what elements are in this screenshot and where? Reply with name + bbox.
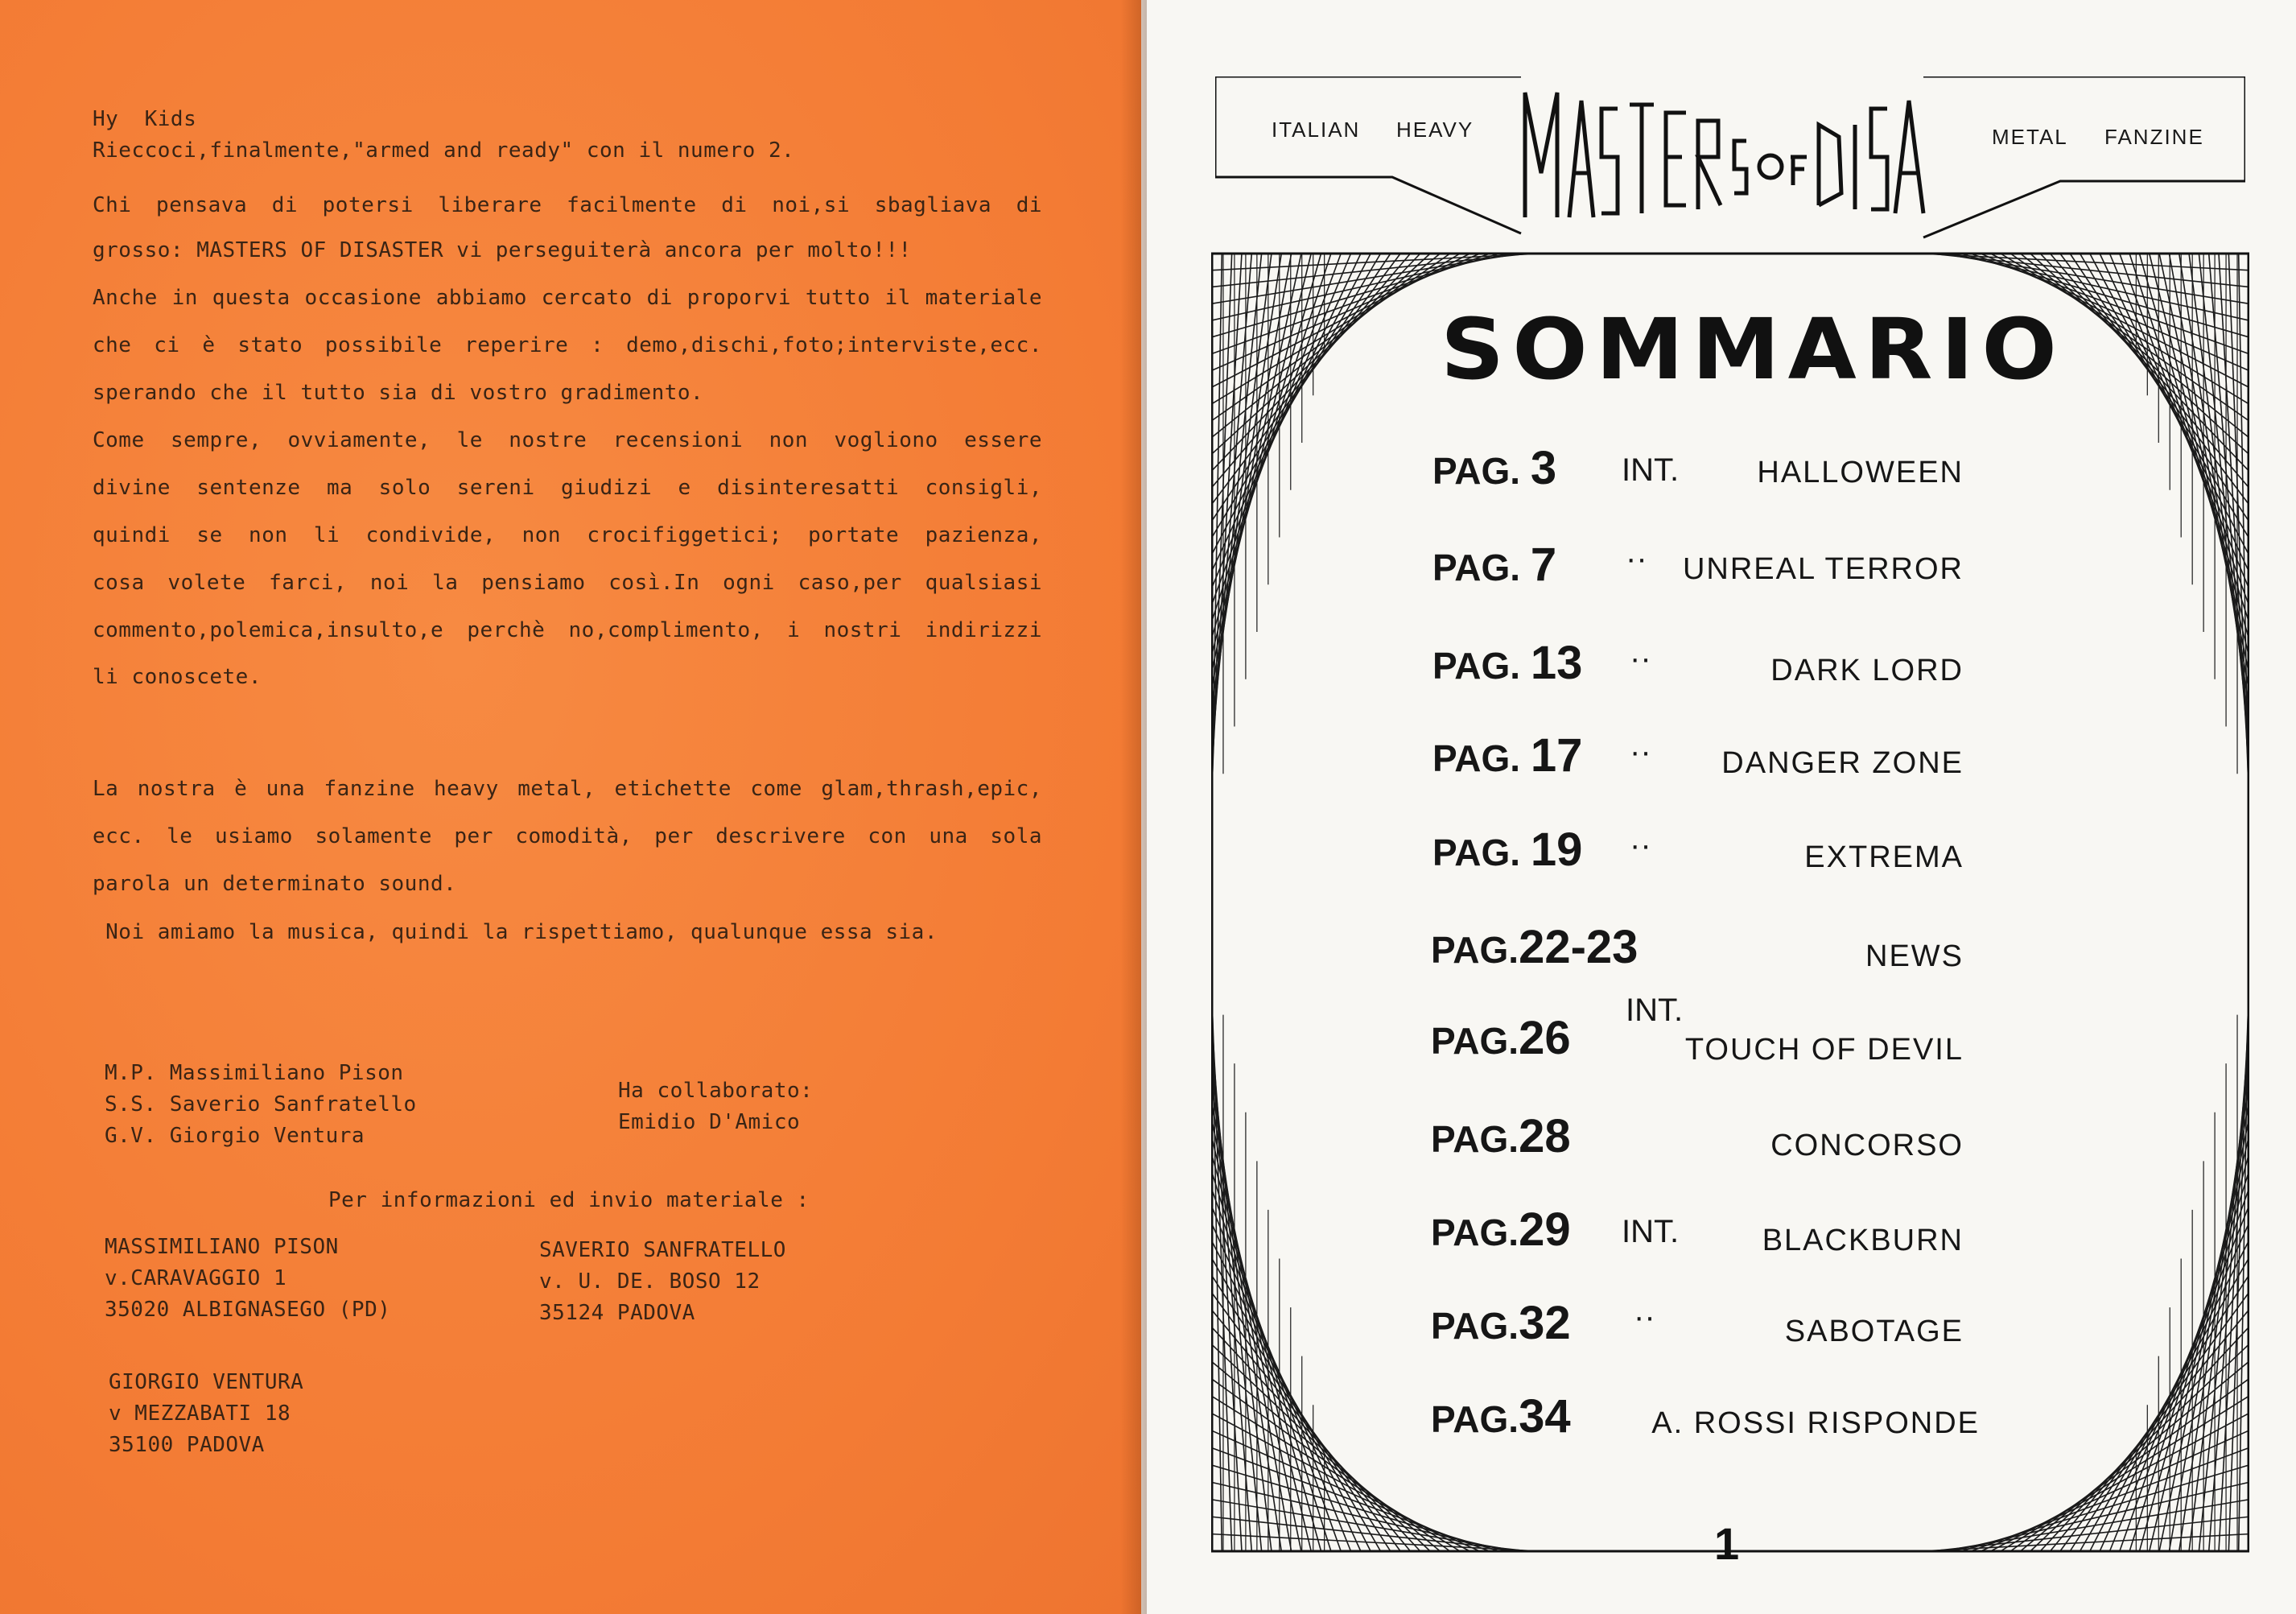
editorial-line: divine sentenze ma solo sereni giudizi e disinteresatti consigli, (93, 476, 1042, 500)
string-art-frame (1211, 241, 2249, 1562)
collaborator-name: Emidio D'Amico (618, 1110, 801, 1134)
toc-title: CONCORSO (1770, 1129, 1964, 1162)
editorial-line: li conoscete. (93, 665, 262, 689)
toc-title: UNREAL TERROR (1682, 552, 1964, 586)
editorial-line: quindi se non li condivide, non crocifiggetici; portate pazienza, (93, 523, 1042, 547)
toc-page-ref: PAG. 13 (1432, 637, 1583, 689)
editorial-line: ecc. le usiamo solamente per comodità, per descrivere con una sola (93, 824, 1042, 848)
banner-text-fanzine: FANZINE (2104, 125, 2204, 149)
info-heading: Per informazioni ed invio materiale : (328, 1188, 810, 1212)
toc-page-ref: PAG. 19 (1432, 824, 1583, 876)
toc-page-ref: PAG.26 (1431, 1012, 1571, 1064)
editorial-line: che ci è stato possibile reperire : demo,dischi,foto;interviste,ecc. (93, 333, 1042, 357)
address-line: MASSIMILIANO PISON (105, 1235, 339, 1259)
editorial-line: La nostra è una fanzine heavy metal, etichette come glam,thrash,epic, (93, 777, 1042, 801)
banner-text-metal: METAL (1992, 125, 2068, 149)
toc-title: A. ROSSI RISPONDE (1651, 1406, 1980, 1440)
toc-title: EXTREMA (1804, 840, 1964, 874)
editorial-line: cosa volete farci, noi la pensiamo così.In ogni caso,per qualsiasi (93, 571, 1042, 595)
greeting-line: Hy Kids (93, 107, 197, 131)
staff-member: S.S. Saverio Sanfratello (105, 1092, 417, 1117)
left-page-editorial (0, 0, 1141, 1614)
header-banner (1215, 76, 2245, 246)
toc-title: BLACKBURN (1762, 1224, 1964, 1257)
editorial-line: parola un determinato sound. (93, 872, 457, 896)
toc-page-ref: PAG.29 (1431, 1203, 1571, 1256)
editorial-line: Chi pensava di potersi liberare facilmente di noi,si sbagliava di (93, 193, 1042, 217)
editorial-line: Come sempre, ovviamente, le nostre recensioni non vogliono essere (93, 428, 1042, 452)
intro-line: Rieccoci,finalmente,"armed and ready" con il numero 2. (93, 138, 795, 163)
address-line: 35124 PADOVA (539, 1301, 695, 1325)
address-line: 35100 PADOVA (109, 1433, 265, 1457)
toc-title: NEWS (1865, 939, 1964, 973)
toc-marker: ·· (1634, 1299, 1655, 1335)
toc-marker: INT. (1626, 993, 1684, 1028)
toc-title: SABOTAGE (1784, 1315, 1964, 1348)
address-line: v. U. DE. BOSO 12 (539, 1269, 761, 1294)
toc-page-ref: PAG. 17 (1432, 729, 1583, 782)
toc-marker: ·· (1630, 641, 1651, 676)
address-line: v.CARAVAGGIO 1 (105, 1266, 287, 1290)
banner-text-heavy: HEAVY (1396, 118, 1474, 142)
toc-title: HALLOWEEN (1757, 456, 1964, 489)
editorial-line: Noi amiamo la musica, quindi la rispettiamo, qualunque essa sia. (93, 920, 938, 944)
address-line: 35020 ALBIGNASEGO (PD) (105, 1298, 391, 1322)
page-number: 1 (1714, 1518, 1740, 1569)
staff-member: G.V. Giorgio Ventura (105, 1124, 365, 1148)
toc-marker: INT. (1622, 1214, 1680, 1249)
sommario-title: SOMMARIO (1441, 300, 2065, 398)
staff-member: M.P. Massimiliano Pison (105, 1061, 404, 1085)
banner-text-italian: ITALIAN (1272, 118, 1361, 142)
toc-marker: ·· (1626, 541, 1647, 576)
toc-page-ref: PAG.34 (1431, 1390, 1571, 1443)
editorial-line: Anche in questa occasione abbiamo cercato di proporvi tutto il materiale (93, 286, 1042, 310)
toc-marker: INT. (1622, 452, 1680, 488)
toc-page-ref: PAG.28 (1431, 1110, 1571, 1162)
collaborator-label: Ha collaborato: (618, 1079, 814, 1103)
toc-page-ref: PAG. 3 (1432, 442, 1557, 494)
address-line: SAVERIO SANFRATELLO (539, 1238, 786, 1262)
address-line: GIORGIO VENTURA (109, 1370, 304, 1394)
editorial-line: grosso: MASTERS OF DISASTER vi perseguiterà ancora per molto!!! (93, 238, 912, 262)
editorial-line: commento,polemica,insulto,e perchè no,complimento, i nostri indirizzi (93, 618, 1042, 642)
toc-page-ref: PAG.22-23 (1431, 921, 1639, 973)
toc-title: DARK LORD (1770, 654, 1964, 687)
toc-marker: ·· (1630, 828, 1651, 863)
toc-title: TOUCH OF DEVIL (1684, 1033, 1964, 1067)
toc-page-ref: PAG.32 (1431, 1297, 1571, 1349)
editorial-line: sperando che il tutto sia di vostro gradimento. (93, 381, 704, 405)
toc-page-ref: PAG. 7 (1432, 539, 1557, 591)
masters-of-disaster-logo (1525, 93, 1923, 217)
toc-marker: ·· (1630, 734, 1651, 770)
address-line: v MEZZABATI 18 (109, 1401, 291, 1426)
toc-title: DANGER ZONE (1721, 746, 1964, 780)
